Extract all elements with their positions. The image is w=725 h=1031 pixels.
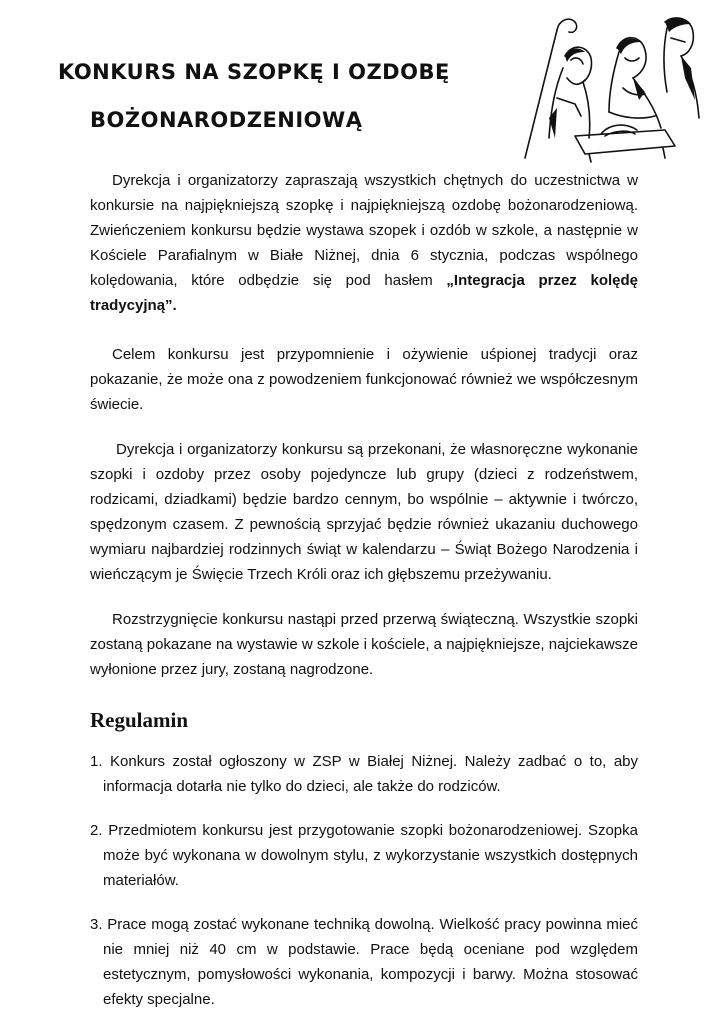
title-line-1: KONKURS NA SZOPKĘ I OZDOBĘ [58,60,450,84]
document-body [90,168,638,1031]
rule-text: Prace mogą zostać wykonane techniką dowolną. Wielkość pracy powinna mieć nie mniej niż 40 cm w podstawie. Prace będą oceniane pod względem estetycznym, pomysłowości wykonania, kompozycji i barwy. Można stosować efekty specjalne. [103,916,638,1008]
rule-item [90,912,638,1012]
intro-paragraph-1-text: Dyrekcja i organizatorzy zapraszają wszystkich chętnych do uczestnictwa w konkursie na najpiękniejszą szopkę i najpiękniejszą ozdobę bożonarodzeniową. Zwieńczeniem konkursu będzie wystawa szopek i ozdób w szkole, a następnie w Kościele Parafialnym w Białe Niżnej, dnia 6 stycznia, podczas wspólnego kolędowania, które odbędzie się pod hasłem [90,172,638,289]
title-line-2: BOŻONARODZENIOWĄ [90,108,363,132]
rule-text: Przedmiotem konkursu jest przygotowanie szopki bożonarodzeniowej. Szopka może być wykonana w dowolnym stylu, z wykorzystanie wszystkich dostępnych materiałów. [103,822,638,889]
rule-number: 2. [90,822,103,839]
nativity-scene-icon [505,8,705,163]
rule-number: 1. [90,753,103,770]
intro-paragraph-2: Celem konkursu jest przypomnienie i ożywienie uśpionej tradycji oraz pokazanie, że może ona z powodzeniem funkcjonować również we współczesnym świecie. [90,346,638,413]
intro-paragraph-3: Dyrekcja i organizatorzy konkursu są przekonani, że własnoręczne wykonanie szopki i ozdoby przez osoby pojedyncze lub grupy (dzieci z rodzeństwem, rodzicami, dziadkami) będzie bardzo cennym, bo wspólnie – aktywnie i twórczo, spędzonym czasem. Z pewnością sprzyjać będzie również ukazaniu duchowego wymiaru najbardziej rodzinnych świąt w kalendarzu – Świąt Bożego Narodzenia i wieńczącym je Święcie Trzech Króli oraz ich głębszemu przeżywaniu. [90,441,638,583]
rule-number: 3. [90,916,103,933]
rule-item [90,749,638,799]
motto-text: „Integracja przez kolędę tradycyjną”. [90,272,638,314]
rules-list [90,749,638,1012]
regulamin-heading: Regulamin [90,708,189,732]
rule-item [90,818,638,893]
rule-text: Konkurs został ogłoszony w ZSP w Białej Niżnej. Należy zadbać o to, aby informacja dotarła nie tylko do dzieci, ale także do rodziców. [103,753,638,795]
intro-paragraph-4: Rozstrzygnięcie konkursu nastąpi przed przerwą świąteczną. Wszystkie szopki zostaną pokazane na wystawie w szkole i kościele, a najpiękniejsze, najciekawsze wyłonione przez jury, zostaną nagrodzone. [90,611,638,678]
intro-paragraph-1 [90,168,638,318]
